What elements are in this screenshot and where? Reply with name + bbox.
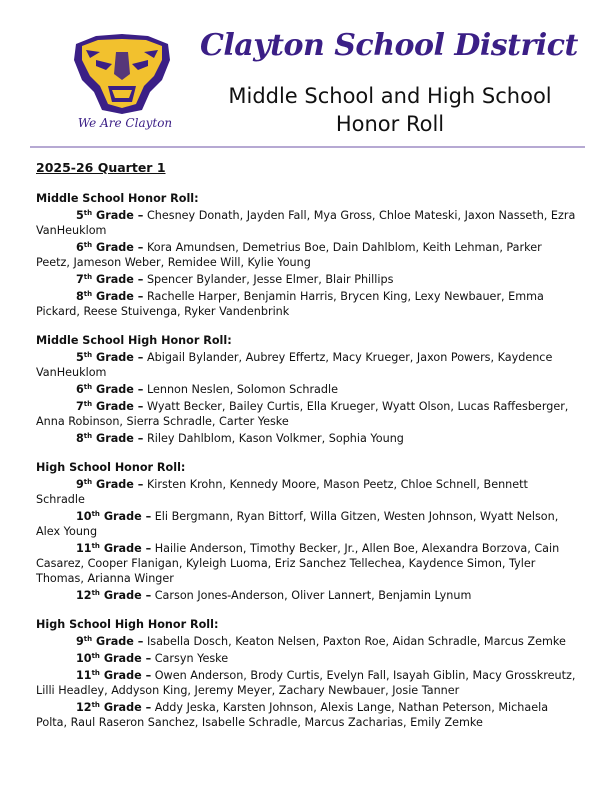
student-names: Owen Anderson, Brody Curtis, Evelyn Fall, Isayah Giblin, Macy Grosskreutz, Lilli Headley, Addyson King, Jeremy Meyer, Zachary Newbauer, Josie Tanner xyxy=(36,669,576,697)
honor-roll-body xyxy=(36,160,576,744)
grade-suffix: th xyxy=(91,589,100,597)
grade-suffix: th xyxy=(83,351,93,359)
grade-number: 5 xyxy=(76,351,84,364)
student-names: Isabella Dosch, Keaton Nelsen, Paxton Roe, Aidan Schradle, Marcus Zemke xyxy=(146,635,566,648)
grade-number: 11 xyxy=(76,669,92,682)
grade-label: Grade – xyxy=(103,701,152,714)
grade-number: 9 xyxy=(76,478,84,491)
grade-suffix: th xyxy=(83,635,93,643)
student-names: Carson Jones-Anderson, Oliver Lannert, Benjamin Lynum xyxy=(154,589,472,602)
grade-number: 6 xyxy=(76,383,84,396)
document-title-line1: Middle School and High School xyxy=(228,84,552,108)
grade-entry xyxy=(36,475,576,507)
student-names: Kora Amundsen, Demetrius Boe, Dain Dahlblom, Keith Lehman, Parker Peetz, Jameson Weber, Remidee Will, Kylie Young xyxy=(36,241,542,269)
grade-entry xyxy=(36,698,576,730)
student-names: Abigail Bylander, Aubrey Effertz, Macy Krueger, Jaxon Powers, Kaydence VanHeuklom xyxy=(36,351,553,379)
student-names: Lennon Neslen, Solomon Schradle xyxy=(146,383,338,396)
grade-suffix: th xyxy=(83,290,93,298)
student-names: Wyatt Becker, Bailey Curtis, Ella Krueger, Wyatt Olson, Lucas Raffesberger, Anna Robinson, Sierra Schradle, Carter Yeske xyxy=(36,400,569,428)
grade-suffix: th xyxy=(91,510,100,518)
student-names: Spencer Bylander, Jesse Elmer, Blair Phillips xyxy=(146,273,394,286)
header-divider xyxy=(30,146,585,148)
section-title: Middle School High Honor Roll: xyxy=(36,334,232,347)
student-names: Eli Bergmann, Ryan Bittorf, Willa Gitzen, Westen Johnson, Wyatt Nelson, Alex Young xyxy=(36,510,559,538)
grade-number: 8 xyxy=(76,432,84,445)
grade-suffix: th xyxy=(83,383,93,391)
grade-label: Grade – xyxy=(103,652,152,665)
grade-label: Grade – xyxy=(103,510,152,523)
grade-label: Grade – xyxy=(96,241,144,254)
document-title-line2: Honor Roll xyxy=(335,112,445,136)
grade-label: Grade – xyxy=(96,290,144,303)
student-names: Chesney Donath, Jayden Fall, Mya Gross, Chloe Mateski, Jaxon Nasseth, Ezra VanHeuklom xyxy=(36,209,576,237)
grade-number: 12 xyxy=(76,589,92,602)
section-title: Middle School Honor Roll: xyxy=(36,192,199,205)
grade-entry xyxy=(36,287,576,319)
district-name: Clayton School District xyxy=(200,28,578,63)
grade-number: 8 xyxy=(76,290,84,303)
grade-suffix: th xyxy=(83,400,93,408)
section-ms-high-honor-roll xyxy=(36,333,576,446)
grade-suffix: th xyxy=(91,652,100,660)
grade-label: Grade – xyxy=(96,351,144,364)
student-names: Addy Jeska, Karsten Johnson, Alexis Lange, Nathan Peterson, Michaela Polta, Raul Raseron Sanchez, Isabelle Schradle, Marcus Zacharias, Emily Zemke xyxy=(36,701,549,729)
grade-entry xyxy=(36,507,576,539)
grade-number: 9 xyxy=(76,635,84,648)
grade-number: 5 xyxy=(76,209,84,222)
grade-number: 6 xyxy=(76,241,84,254)
section-title: High School Honor Roll: xyxy=(36,461,186,474)
grade-entry xyxy=(36,397,576,429)
grade-entry xyxy=(36,206,576,238)
grade-number: 11 xyxy=(76,542,92,555)
grade-suffix: th xyxy=(83,478,93,486)
grade-suffix: th xyxy=(83,432,93,440)
grade-entry xyxy=(36,238,576,270)
grade-label: Grade – xyxy=(103,589,152,602)
grade-number: 7 xyxy=(76,400,84,413)
grade-label: Grade – xyxy=(96,273,144,286)
grade-label: Grade – xyxy=(96,209,144,222)
grade-suffix: th xyxy=(83,209,93,217)
student-names: Carsyn Yeske xyxy=(154,652,229,665)
bear-head-icon xyxy=(66,30,178,116)
grade-label: Grade – xyxy=(103,542,152,555)
student-names: Rachelle Harper, Benjamin Harris, Brycen King, Lexy Newbauer, Emma Pickard, Reese Stuivenga, Ryker Vandenbrink xyxy=(36,290,544,318)
grade-entry xyxy=(36,649,576,666)
grade-number: 10 xyxy=(76,652,92,665)
bear-logo xyxy=(66,30,178,142)
section-ms-honor-roll xyxy=(36,191,576,319)
student-names: Hailie Anderson, Timothy Becker, Jr., Allen Boe, Alexandra Borzova, Cain Casarez, Cooper Flanigan, Kyleigh Luoma, Eriz Sanchez Tellechea, Kaydence Simon, Tyler Thomas, Arianna Winger xyxy=(36,542,560,585)
grade-label: Grade – xyxy=(96,400,144,413)
grade-entry xyxy=(36,429,576,446)
grade-suffix: th xyxy=(83,273,93,281)
grade-label: Grade – xyxy=(103,669,152,682)
grade-suffix: th xyxy=(91,542,100,550)
grade-suffix: th xyxy=(91,669,100,677)
student-names: Riley Dahlblom, Kason Volkmer, Sophia Young xyxy=(146,432,404,445)
grade-number: 10 xyxy=(76,510,92,523)
grade-suffix: th xyxy=(91,701,100,709)
grade-entry xyxy=(36,348,576,380)
letterhead xyxy=(0,0,612,150)
quarter-heading: 2025-26 Quarter 1 xyxy=(36,160,166,175)
grade-entry xyxy=(36,666,576,698)
grade-entry xyxy=(36,539,576,586)
section-hs-high-honor-roll xyxy=(36,617,576,730)
grade-entry xyxy=(36,270,576,287)
grade-label: Grade – xyxy=(96,478,144,491)
grade-entry xyxy=(36,586,576,603)
grade-label: Grade – xyxy=(96,635,144,648)
grade-suffix: th xyxy=(83,241,93,249)
grade-label: Grade – xyxy=(96,383,144,396)
grade-number: 7 xyxy=(76,273,84,286)
grade-entry xyxy=(36,380,576,397)
grade-entry xyxy=(36,632,576,649)
logo-motto: We Are Clayton xyxy=(77,116,173,130)
grade-number: 12 xyxy=(76,701,92,714)
grade-label: Grade – xyxy=(96,432,144,445)
student-names: Kirsten Krohn, Kennedy Moore, Mason Peetz, Chloe Schnell, Bennett Schradle xyxy=(36,478,528,506)
section-hs-honor-roll xyxy=(36,460,576,603)
section-title: High School High Honor Roll: xyxy=(36,618,219,631)
